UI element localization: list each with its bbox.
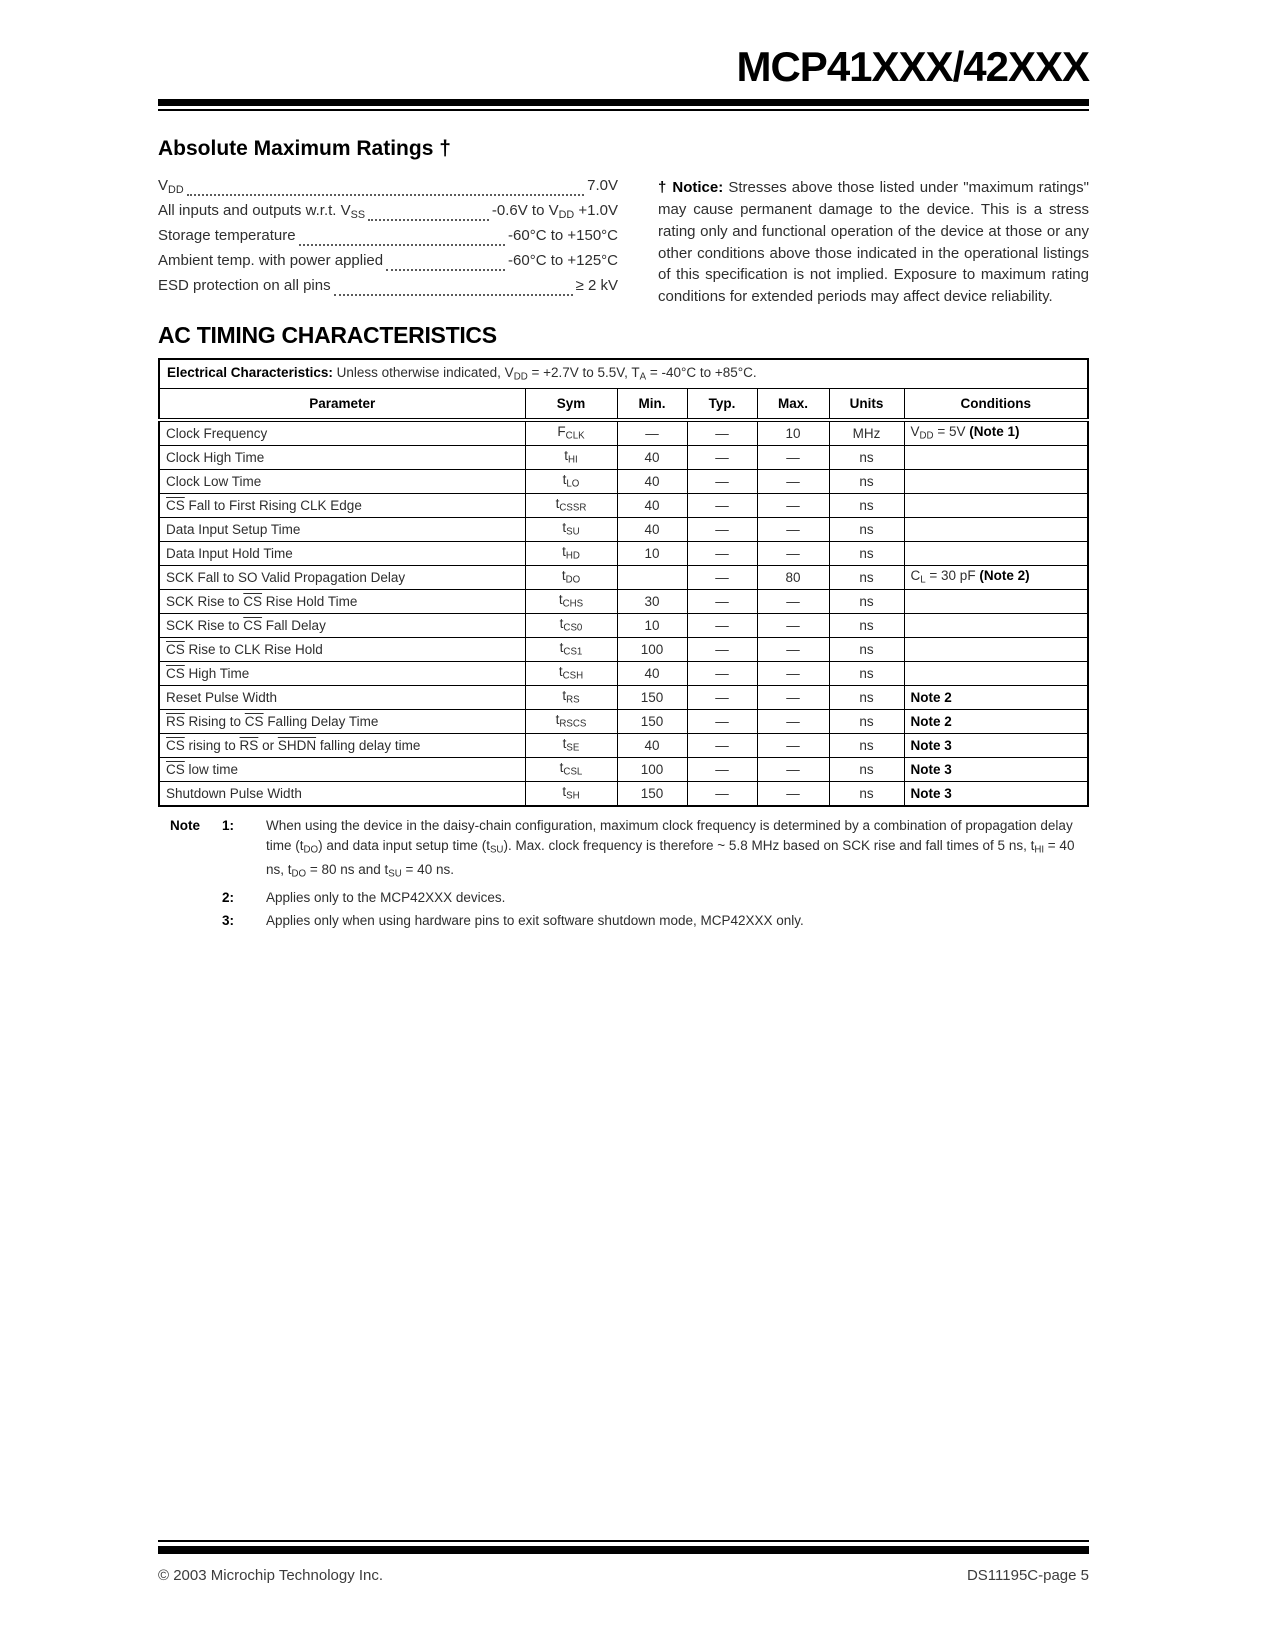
text-segment: RSCS: [559, 719, 587, 731]
cell-units: ns: [829, 517, 904, 541]
cell-min: 30: [617, 589, 687, 613]
text-segment: Reset Pulse Width: [166, 689, 278, 705]
cell-conditions: [904, 637, 1088, 661]
cell-max: 80: [757, 565, 829, 589]
text-segment: SH: [566, 791, 580, 803]
cell-min: [617, 565, 687, 589]
cell-min: 100: [617, 637, 687, 661]
dotted-leader: [187, 194, 585, 196]
cell-max: —: [757, 733, 829, 757]
column-header-max: Max.: [757, 388, 829, 420]
text-segment: = 5V: [933, 424, 970, 440]
column-header-sym: Sym: [525, 388, 617, 420]
dotted-leader: [299, 244, 505, 246]
text-segment: Electrical Characteristics:: [167, 364, 333, 380]
cell-typ: —: [687, 469, 757, 493]
cell-min: 40: [617, 517, 687, 541]
text-segment: $\overline{CS}$: [243, 617, 263, 633]
text-segment: SS: [350, 209, 366, 222]
cell-conditions: [904, 733, 1088, 757]
notice-label: † Notice:: [658, 179, 724, 197]
text-segment: V: [158, 177, 169, 195]
note-number: 1:: [222, 817, 235, 833]
cell-min: 40: [617, 661, 687, 685]
cell-units: ns: [829, 589, 904, 613]
text-segment: Ambient temp. with power applied: [158, 252, 384, 270]
cell-units: ns: [829, 685, 904, 709]
cell-conditions: [904, 541, 1088, 565]
text-segment: ESD protection on all pins: [158, 277, 331, 295]
text-segment: $\overline{CS}$: [166, 497, 185, 513]
cell-sym: [525, 541, 617, 565]
cell-min: —: [617, 420, 687, 446]
notice-paragraph: [658, 177, 1089, 308]
rating-line: [158, 227, 618, 252]
cell-max: —: [757, 757, 829, 781]
cell-typ: —: [687, 757, 757, 781]
rating-line: [158, 202, 618, 227]
page-content: [158, 0, 1089, 931]
text-segment: DD: [168, 184, 184, 197]
text-segment: Note 3: [910, 761, 952, 777]
rating-label: [158, 277, 331, 294]
cell-max: —: [757, 469, 829, 493]
text-segment: CSH: [562, 671, 584, 683]
cell-sym: [525, 685, 617, 709]
cell-sym: [525, 613, 617, 637]
cell-units: ns: [829, 613, 904, 637]
text-segment: SCK Rise to: [166, 593, 244, 609]
text-segment: Fall to First Rising CLK Edge: [184, 497, 362, 513]
cell-units: ns: [829, 493, 904, 517]
cell-typ: —: [687, 445, 757, 469]
table-row: [159, 709, 1088, 733]
text-segment: DO: [303, 844, 319, 856]
note-word: [170, 911, 222, 931]
text-segment: t: [559, 760, 564, 776]
cell-units: ns: [829, 445, 904, 469]
cell-conditions: [904, 709, 1088, 733]
cell-typ: —: [687, 589, 757, 613]
cell-conditions: [904, 420, 1088, 446]
cell-parameter: [159, 781, 525, 806]
text-segment: SU: [388, 869, 402, 881]
text-segment: When using the device in the daisy-chain configuration, maximum clock frequency is determined by a combination of propagation delay time (t: [266, 817, 1073, 853]
cell-max: —: [757, 541, 829, 565]
text-segment: +1.0V: [574, 202, 618, 220]
page-footer: [158, 1540, 1089, 1584]
cell-units: ns: [829, 733, 904, 757]
cell-sym: [525, 469, 617, 493]
ac-timing-heading: AC TIMING CHARACTERISTICS: [158, 321, 497, 348]
notice-text: Stresses above those listed under "maximum ratings" may cause permanent damage to the device. This is a stress rating only and functional operation of the device at those or any other conditions above those indicated in the operational listings of this specification is not implied. Exposure to maximum rating conditions for extended periods may affect device reliability.: [658, 179, 1089, 306]
cell-conditions: [904, 685, 1088, 709]
text-segment: Applies only when using hardware pins to exit software shutdown mode, MCP42XXX only.: [266, 913, 804, 929]
text-segment: Storage temperature: [158, 227, 296, 245]
table-row: [159, 685, 1088, 709]
cell-typ: —: [687, 733, 757, 757]
text-segment: -60°C to +150°C: [508, 227, 618, 245]
text-segment: Clock Frequency: [166, 425, 268, 441]
note-word: [170, 888, 222, 908]
table-row: [159, 733, 1088, 757]
cell-parameter: [159, 685, 525, 709]
rating-value: [508, 252, 618, 269]
table-row: [159, 541, 1088, 565]
text-segment: Shutdown Pulse Width: [166, 785, 302, 801]
note-text: [266, 888, 1089, 908]
note-text: [266, 911, 1089, 931]
text-segment: falling delay time: [316, 737, 421, 753]
rating-line: [158, 277, 618, 302]
cell-units: MHz: [829, 420, 904, 446]
text-segment: CLK: [565, 431, 585, 443]
cell-min: 100: [617, 757, 687, 781]
cell-conditions: [904, 517, 1088, 541]
text-segment: ). Max. clock frequency is therefore ~ 5.8 MHz based on SCK rise and fall times of 5 ns, t: [503, 837, 1035, 853]
two-column-block: [158, 174, 1089, 308]
cell-parameter: [159, 661, 525, 685]
cell-max: —: [757, 445, 829, 469]
cell-sym: [525, 733, 617, 757]
cell-sym: [525, 420, 617, 446]
note-text: [266, 816, 1089, 885]
text-segment: $\overline{CS}$: [243, 593, 263, 609]
table-row: [159, 589, 1088, 613]
text-segment: $\overline{RS}$: [166, 713, 185, 729]
text-segment: t: [562, 472, 567, 488]
dotted-leader: [368, 219, 489, 221]
text-segment: DD: [513, 371, 528, 383]
text-segment: SU: [489, 844, 504, 856]
rating-line: [158, 177, 618, 202]
cell-typ: —: [687, 685, 757, 709]
text-segment: All inputs and outputs w.r.t. V: [158, 202, 351, 220]
text-segment: t: [561, 568, 566, 584]
cell-units: ns: [829, 637, 904, 661]
cell-sym: [525, 589, 617, 613]
table-row: [159, 661, 1088, 685]
cell-parameter: [159, 445, 525, 469]
table-row: [159, 757, 1088, 781]
text-segment: t: [564, 448, 569, 464]
text-segment: CS1: [563, 647, 583, 659]
cell-units: ns: [829, 661, 904, 685]
header-rules: [158, 99, 1089, 111]
text-segment: t: [562, 520, 567, 536]
cell-min: 40: [617, 493, 687, 517]
cell-conditions: [904, 757, 1088, 781]
cell-conditions: [904, 565, 1088, 589]
text-segment: SCK Fall to SO Valid Propagation Delay: [166, 569, 406, 585]
text-segment: t: [558, 664, 563, 680]
cell-max: 10: [757, 420, 829, 446]
cell-typ: —: [687, 493, 757, 517]
text-segment: Rise to CLK Rise Hold: [184, 641, 323, 657]
column-header-min: Min.: [617, 388, 687, 420]
text-segment: $\overline{CS}$: [166, 665, 185, 681]
table-spec-row: [159, 359, 1088, 388]
text-segment: SHDN: [277, 737, 317, 753]
note-word: Note: [170, 817, 200, 833]
text-segment: SE: [566, 743, 580, 755]
cell-max: —: [757, 637, 829, 661]
table-row: [159, 637, 1088, 661]
table-row: [159, 420, 1088, 446]
cell-parameter: [159, 757, 525, 781]
text-segment: Clock Low Time: [166, 473, 262, 489]
text-segment: -0.6V to V: [491, 202, 559, 220]
text-segment: -60°C to +125°C: [508, 252, 618, 270]
cell-conditions: [904, 661, 1088, 685]
cell-units: ns: [829, 757, 904, 781]
text-segment: $\overline{CS}$: [244, 713, 264, 729]
cell-max: —: [757, 661, 829, 685]
text-segment: Note 3: [910, 785, 952, 801]
text-segment: t: [562, 544, 566, 560]
text-segment: CSL: [563, 767, 583, 779]
cell-conditions: [904, 469, 1088, 493]
rating-value: [492, 202, 618, 221]
ac-timing-table: [158, 358, 1089, 807]
text-segment: HI: [1034, 844, 1045, 856]
text-segment: ≥ 2 kV: [575, 277, 618, 295]
cell-typ: —: [687, 565, 757, 589]
text-segment: low time: [184, 761, 239, 777]
cell-typ: —: [687, 661, 757, 685]
table-row: [159, 613, 1088, 637]
text-segment: Rising to: [184, 713, 245, 729]
rating-label: [158, 252, 383, 269]
footer-rule-thin: [158, 1540, 1089, 1542]
cell-min: 40: [617, 445, 687, 469]
text-segment: rising to: [184, 737, 240, 753]
doc-title: MCP41XXX/42XXX: [736, 43, 1089, 90]
cell-sym: [525, 709, 617, 733]
dotted-leader: [386, 269, 505, 271]
table-spec-line: [159, 359, 1088, 388]
footer-docnum: DS11195C-page 5: [966, 1567, 1089, 1584]
text-segment: DD: [558, 209, 575, 222]
table-row: [159, 469, 1088, 493]
footer-copyright: © 2003 Microchip Technology Inc.: [158, 1567, 384, 1584]
text-segment: t: [562, 784, 567, 800]
cell-units: ns: [829, 709, 904, 733]
text-segment: t: [558, 592, 563, 608]
cell-parameter: [159, 517, 525, 541]
cell-units: ns: [829, 565, 904, 589]
text-segment: L: [920, 575, 926, 587]
table-row: [159, 517, 1088, 541]
text-segment: V: [910, 424, 920, 440]
header-rule-thick: [158, 99, 1089, 106]
cell-parameter: [159, 637, 525, 661]
cell-min: 150: [617, 781, 687, 806]
rating-line: [158, 252, 618, 277]
cell-typ: —: [687, 517, 757, 541]
text-segment: t: [562, 736, 567, 752]
text-segment: (Note 2): [979, 568, 1030, 584]
text-segment: t: [559, 616, 564, 632]
cell-sym: [525, 661, 617, 685]
cell-min: 150: [617, 709, 687, 733]
text-segment: RS: [566, 695, 580, 707]
cell-typ: —: [687, 709, 757, 733]
cell-conditions: [904, 589, 1088, 613]
text-segment: Data Input Hold Time: [166, 545, 293, 561]
rating-value: [587, 177, 618, 194]
cell-parameter: [159, 565, 525, 589]
cell-max: —: [757, 493, 829, 517]
cell-max: —: [757, 781, 829, 806]
cell-sym: [525, 757, 617, 781]
cell-max: —: [757, 685, 829, 709]
table-notes: [170, 816, 1089, 931]
text-segment: (Note 1): [969, 424, 1020, 440]
cell-parameter: [159, 709, 525, 733]
cell-conditions: [904, 613, 1088, 637]
text-segment: t: [555, 496, 560, 512]
text-segment: CSSR: [559, 503, 587, 515]
text-segment: Clock High Time: [166, 449, 265, 465]
abs-max-heading: Absolute Maximum Ratings †: [158, 137, 451, 161]
table-row: [159, 445, 1088, 469]
column-header-typ: Typ.: [687, 388, 757, 420]
text-segment: SCK Rise to: [166, 617, 244, 633]
footer-rule-thick: [158, 1546, 1089, 1554]
text-segment: = 80 ns and t: [306, 862, 389, 878]
text-segment: = -40°C to +85°C.: [646, 364, 757, 380]
text-segment: LO: [566, 479, 580, 491]
text-segment: $\overline{CS}$: [166, 737, 185, 753]
rating-label: [158, 177, 184, 196]
cell-conditions: [904, 493, 1088, 517]
cell-sym: [525, 493, 617, 517]
text-segment: A: [639, 371, 647, 383]
text-segment: = 40 ns.: [401, 862, 454, 878]
text-segment: DO: [291, 869, 307, 881]
rating-label: [158, 227, 296, 244]
text-segment: 7.0V: [587, 177, 618, 195]
text-segment: C: [910, 568, 921, 584]
text-segment: HD: [565, 551, 580, 563]
cell-parameter: [159, 733, 525, 757]
text-segment: Note 3: [910, 737, 952, 753]
rating-label: [158, 202, 365, 221]
rating-value: [508, 227, 618, 244]
text-segment: = 30 pF: [925, 568, 980, 584]
text-segment: Applies only to the MCP42XXX devices.: [266, 890, 506, 906]
cell-sym: [525, 781, 617, 806]
cell-min: 150: [617, 685, 687, 709]
cell-max: —: [757, 613, 829, 637]
cell-sym: [525, 637, 617, 661]
cell-conditions: [904, 781, 1088, 806]
cell-conditions: [904, 445, 1088, 469]
abs-max-ratings-list: [158, 174, 618, 308]
text-segment: $\overline{RS}$: [239, 737, 259, 753]
text-segment: or: [258, 737, 278, 753]
text-segment: DO: [565, 575, 581, 587]
column-header-parameter: Parameter: [159, 388, 525, 420]
cell-typ: —: [687, 613, 757, 637]
table-header-row: [159, 388, 1088, 420]
cell-sym: [525, 517, 617, 541]
text-segment: $\overline{CS}$: [166, 761, 185, 777]
text-segment: High Time: [184, 665, 250, 681]
rating-value: [576, 277, 618, 294]
cell-max: —: [757, 517, 829, 541]
text-segment: = 40 ns, t: [266, 837, 1075, 878]
text-segment: t: [555, 712, 560, 728]
cell-parameter: [159, 469, 525, 493]
note-number: 3:: [222, 913, 235, 929]
cell-typ: —: [687, 420, 757, 446]
text-segment: HI: [568, 455, 578, 467]
cell-max: —: [757, 589, 829, 613]
table-row: [159, 781, 1088, 806]
text-segment: F: [557, 424, 566, 440]
cell-sym: [525, 445, 617, 469]
text-segment: CS0: [563, 623, 583, 635]
cell-sym: [525, 565, 617, 589]
note-number: 2:: [222, 890, 235, 906]
text-segment: Fall Delay: [262, 617, 326, 633]
cell-parameter: [159, 420, 525, 446]
cell-parameter: [159, 613, 525, 637]
cell-units: ns: [829, 781, 904, 806]
text-segment: Data Input Setup Time: [166, 521, 301, 537]
header-rule-thin: [158, 109, 1089, 111]
table-row: [159, 565, 1088, 589]
text-segment: ) and data input setup time (t: [318, 837, 490, 853]
cell-typ: —: [687, 541, 757, 565]
cell-parameter: [159, 589, 525, 613]
text-segment: SU: [566, 527, 580, 539]
text-segment: Rise Hold Time: [262, 593, 358, 609]
table-row: [159, 493, 1088, 517]
cell-min: 10: [617, 541, 687, 565]
text-segment: t: [559, 640, 564, 656]
cell-max: —: [757, 709, 829, 733]
cell-min: 40: [617, 733, 687, 757]
text-segment: t: [562, 688, 567, 704]
cell-typ: —: [687, 781, 757, 806]
text-segment: CHS: [562, 599, 584, 611]
table-body: [159, 420, 1088, 806]
cell-units: ns: [829, 541, 904, 565]
cell-min: 40: [617, 469, 687, 493]
cell-min: 10: [617, 613, 687, 637]
text-segment: DD: [919, 431, 934, 443]
text-segment: Note 2: [910, 689, 952, 705]
column-header-units: Units: [829, 388, 904, 420]
cell-units: ns: [829, 469, 904, 493]
text-segment: = +2.7V to 5.5V, T: [527, 364, 640, 380]
column-header-conditions: Conditions: [904, 388, 1088, 420]
text-segment: Unless otherwise indicated, V: [332, 364, 514, 380]
cell-parameter: [159, 541, 525, 565]
text-segment: $\overline{CS}$: [166, 641, 185, 657]
text-segment: Falling Delay Time: [263, 713, 379, 729]
dotted-leader: [334, 294, 573, 296]
cell-typ: —: [687, 637, 757, 661]
text-segment: Note 2: [910, 713, 952, 729]
cell-parameter: [159, 493, 525, 517]
